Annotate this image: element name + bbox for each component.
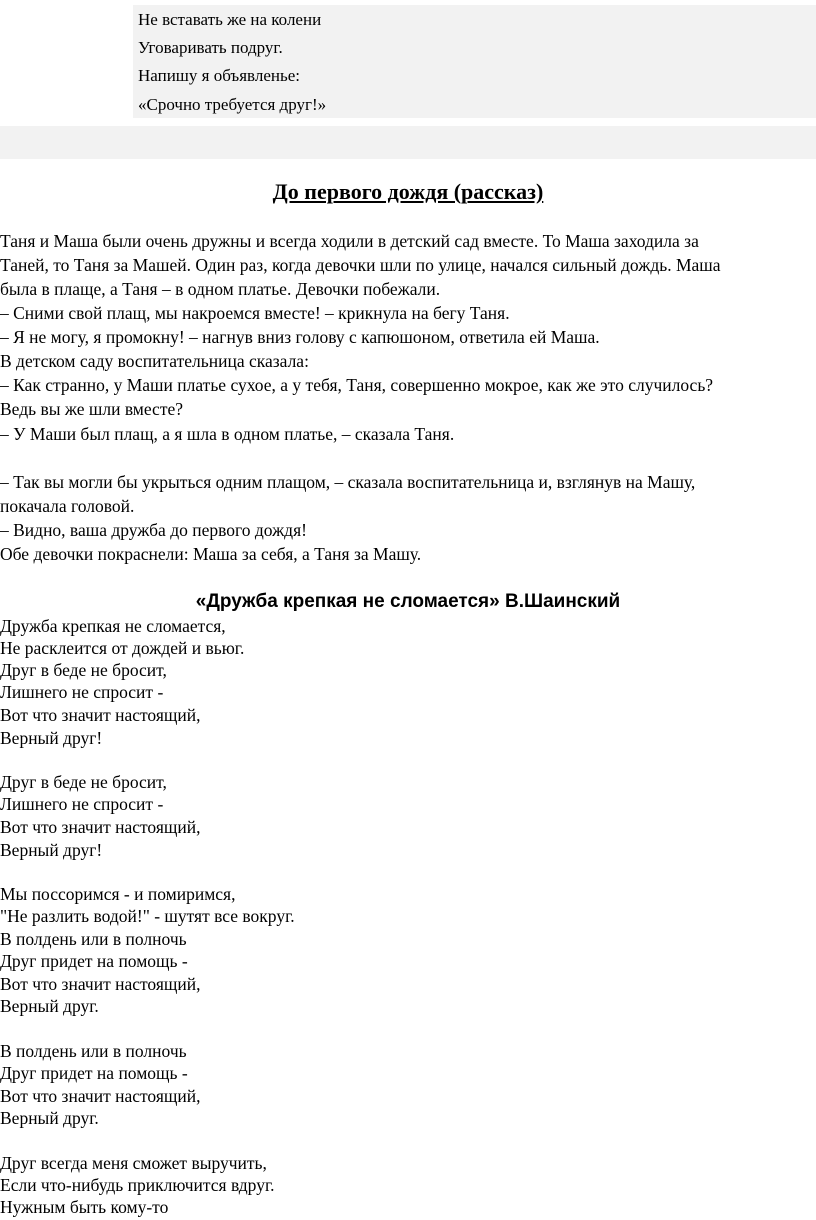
poem-line: Уговаривать подруг. — [138, 38, 283, 57]
story-line: покачала головой. — [0, 496, 135, 516]
lyric-line: Верный друг. — [0, 996, 99, 1016]
poem-line: Не вставать же на колени — [138, 10, 322, 29]
story-line: – У Маши был плащ, а я шла в одном платье, – сказала Таня. — [0, 424, 455, 444]
poem-line: «Срочно требуется друг!» — [138, 95, 327, 114]
lyric-line: Вот что значит настоящий, — [0, 974, 201, 994]
lyric-line: "Не разлить водой!" - шутят все вокруг. — [0, 906, 295, 926]
lyric-line: Друг в беде не бросит, — [0, 772, 167, 792]
lyric-line: Друг придет на помощь - — [0, 951, 188, 971]
story-line: – Так вы могли бы укрыться одним плащом, – сказала воспитательница и, взглянув на Машу, — [0, 472, 696, 492]
story-line: – Я не могу, я промокну! – нагнув вниз голову с капюшоном, ответила ей Маша. — [0, 327, 600, 347]
lyric-line: Нужным быть кому-то — [0, 1197, 169, 1217]
story-line: – Сними свой плащ, мы накроемся вместе! – крикнула на бегу Таня. — [0, 303, 510, 323]
lyric-line: Лишнего не спросит - — [0, 682, 164, 702]
lyric-line: Лишнего не спросит - — [0, 794, 164, 814]
story-line: была в плаще, а Таня – в одном платье. Девочки побежали. — [0, 279, 441, 299]
lyric-line: Вот что значит настоящий, — [0, 817, 201, 837]
story-line: – Видно, ваша дружба до первого дождя! — [0, 520, 307, 540]
story-line: Обе девочки покраснели: Маша за себя, а Таня за Машу. — [0, 544, 422, 564]
story-line: Ведь вы же шли вместе? — [0, 399, 184, 419]
lyric-line: Верный друг. — [0, 1108, 99, 1128]
lyric-line: Друг придет на помощь - — [0, 1063, 188, 1083]
lyric-line: В полдень или в полночь — [0, 1041, 187, 1061]
lyric-line: Вот что значит настоящий, — [0, 1086, 201, 1106]
story-line: – Как странно, у Маши платье сухое, а у тебя, Таня, совершенно мокрое, как же это случилось? — [0, 375, 714, 395]
song-title: «Дружба крепкая не сломается» В.Шаинский — [195, 591, 621, 612]
lyric-line: Друг всегда меня сможет выручить, — [0, 1153, 267, 1173]
section-divider-bar — [0, 126, 816, 159]
story-title: До первого дождя (рассказ) — [272, 179, 544, 204]
lyric-line: Не расклеится от дождей и вьюг. — [0, 638, 245, 658]
poem-excerpt-box — [133, 5, 816, 118]
lyric-line: Вот что значит настоящий, — [0, 705, 201, 725]
lyric-line: Дружба крепкая не сломается, — [0, 616, 226, 636]
lyric-line: Верный друг! — [0, 728, 103, 748]
story-line: Таня и Маша были очень дружны и всегда ходили в детский сад вместе. То Маша заходила за — [0, 231, 699, 251]
lyric-line: В полдень или в полночь — [0, 929, 187, 949]
poem-line: Напишу я объявленье: — [138, 66, 300, 85]
story-line: Таней, то Таня за Машей. Один раз, когда девочки шли по улице, начался сильный дождь. Маша — [0, 255, 721, 275]
lyric-line: Если что-нибудь приключится вдруг. — [0, 1175, 275, 1195]
lyric-line: Друг в беде не бросит, — [0, 660, 167, 680]
lyric-line: Верный друг! — [0, 840, 103, 860]
lyric-line: Мы поссоримся - и помиримся, — [0, 884, 236, 904]
story-line: В детском саду воспитательница сказала: — [0, 351, 309, 371]
